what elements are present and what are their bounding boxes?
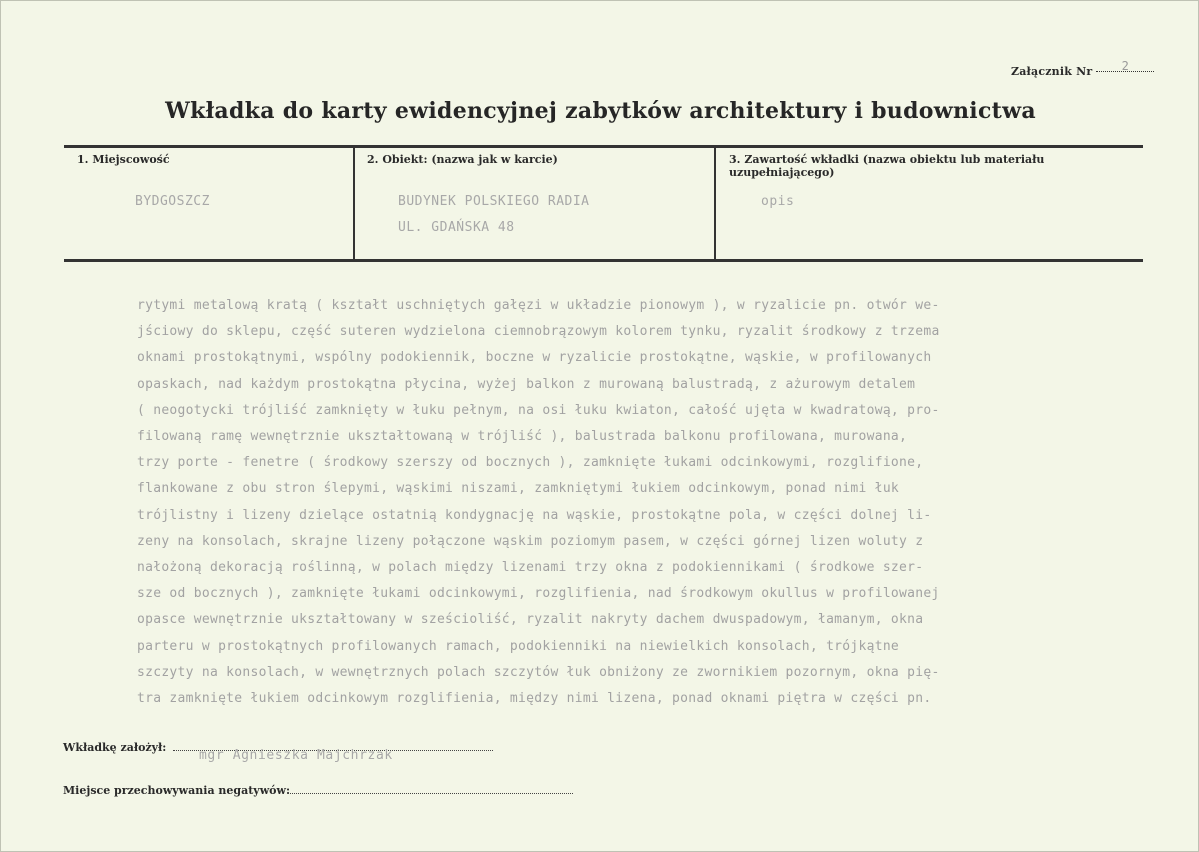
description-line: parteru w prostokątnych profilowanych ramach, podokienniki na niewielkich konsolach, trójkątne — [137, 638, 900, 654]
negatives-dotted-line — [288, 793, 573, 794]
description-line: trzy porte - fenetre ( środkowy szerszy od bocznych ), zamknięte łukami odcinkowymi, rozglifione, — [137, 455, 924, 471]
annex-number-value: 2 — [1096, 61, 1154, 72]
locality-value: BYDGOSZCZ — [135, 194, 210, 209]
object-name-value: BUDYNEK POLSKIEGO RADIA — [398, 194, 590, 209]
annex-number — [1011, 59, 1154, 78]
description-line: rytymi metalową kratą ( kształt uschniętych gałęzi w układzie pionowym ), w ryzalicie pn. otwór we- — [137, 298, 940, 313]
table-bottom-rule — [64, 259, 1143, 262]
description-line: tra zamknięte łukiem odcinkowym rozglifienia, między nimi lizena, ponad oknami piętra w części pn. — [137, 691, 932, 707]
column-header-contents — [729, 153, 1109, 179]
column-header-locality: 1. Miejscowość — [77, 153, 170, 166]
column-header-contents-line2: uzupełniającego) — [729, 166, 835, 179]
description-text — [137, 293, 1137, 712]
description-line: flankowane z obu stron ślepymi, wąskimi niszami, zamkniętymi łukiem odcinkowym, ponad nimi łuk — [137, 481, 900, 497]
column-divider-1 — [353, 148, 355, 259]
contents-value: opis — [761, 194, 795, 209]
author-value: mgr Agnieszka Majchrzak — [199, 748, 393, 763]
description-line: ( neogotycki trójliść zamknięty w łuku pełnym, na osi łuku kwiaton, całość ujęta w kwadratową, pro- — [137, 402, 940, 418]
description-line: trójlistny i lizeny dzielące ostatnią kondygnację na wąskie, prostokątne pola, w części dolnej li- — [137, 507, 932, 523]
author-label: Wkładkę założył: — [63, 741, 167, 754]
column-header-contents-line1: 3. Zawartość wkładki (nazwa obiektu lub materiału — [729, 153, 1045, 166]
page-title: Wkładka do karty ewidencyjnej zabytków architektury i budownictwa — [165, 98, 1036, 124]
description-line: szczyty na konsolach, w wewnętrznych polach szczytów łuk obniżony ze zwornikiem pozornym, okna pię- — [137, 664, 940, 680]
description-line: zeny na konsolach, skrajne lizeny połączone wąskim poziomym pasem, w części górnej lizen woluty z — [137, 533, 924, 549]
table-top-rule — [64, 145, 1143, 148]
description-line: oknami prostokątnymi, wspólny podokiennik, boczne w ryzalicie prostokątne, wąskie, w profilowanych — [137, 350, 932, 366]
description-line: jściowy do sklepu, część suteren wydzielona ciemnobrązowym kolorem tynku, ryzalit środkowy z trzema — [137, 324, 940, 340]
annex-label: Załącznik Nr — [1011, 65, 1093, 78]
description-line: filowaną ramę wewnętrznie ukształtowaną w trójliść ), balustrada balkonu profilowana, murowana, — [137, 429, 908, 445]
object-address-value: UL. GDAŃSKA 48 — [398, 220, 515, 235]
description-line: opasce wewnętrznie ukształtowany w sześcioliść, ryzalit nakryty dachem dwuspadowym, łamanym, okna — [137, 612, 924, 628]
column-header-object: 2. Obiekt: (nazwa jak w karcie) — [367, 153, 558, 166]
description-line: opaskach, nad każdym prostokątna płycina, wyżej balkon z murowaną balustradą, z ażurowym detalem — [137, 376, 916, 392]
column-divider-2 — [714, 148, 716, 259]
description-line: nałożoną dekoracją roślinną, w polach między lizenami trzy okna z podokiennikami ( środkowe szer- — [137, 560, 924, 576]
negatives-location-label: Miejsce przechowywania negatywów: — [63, 784, 291, 797]
description-line: sze od bocznych ), zamknięte łukami odcinkowymi, rozglifienia, nad środkowym okullus w profilowanej — [137, 586, 940, 602]
